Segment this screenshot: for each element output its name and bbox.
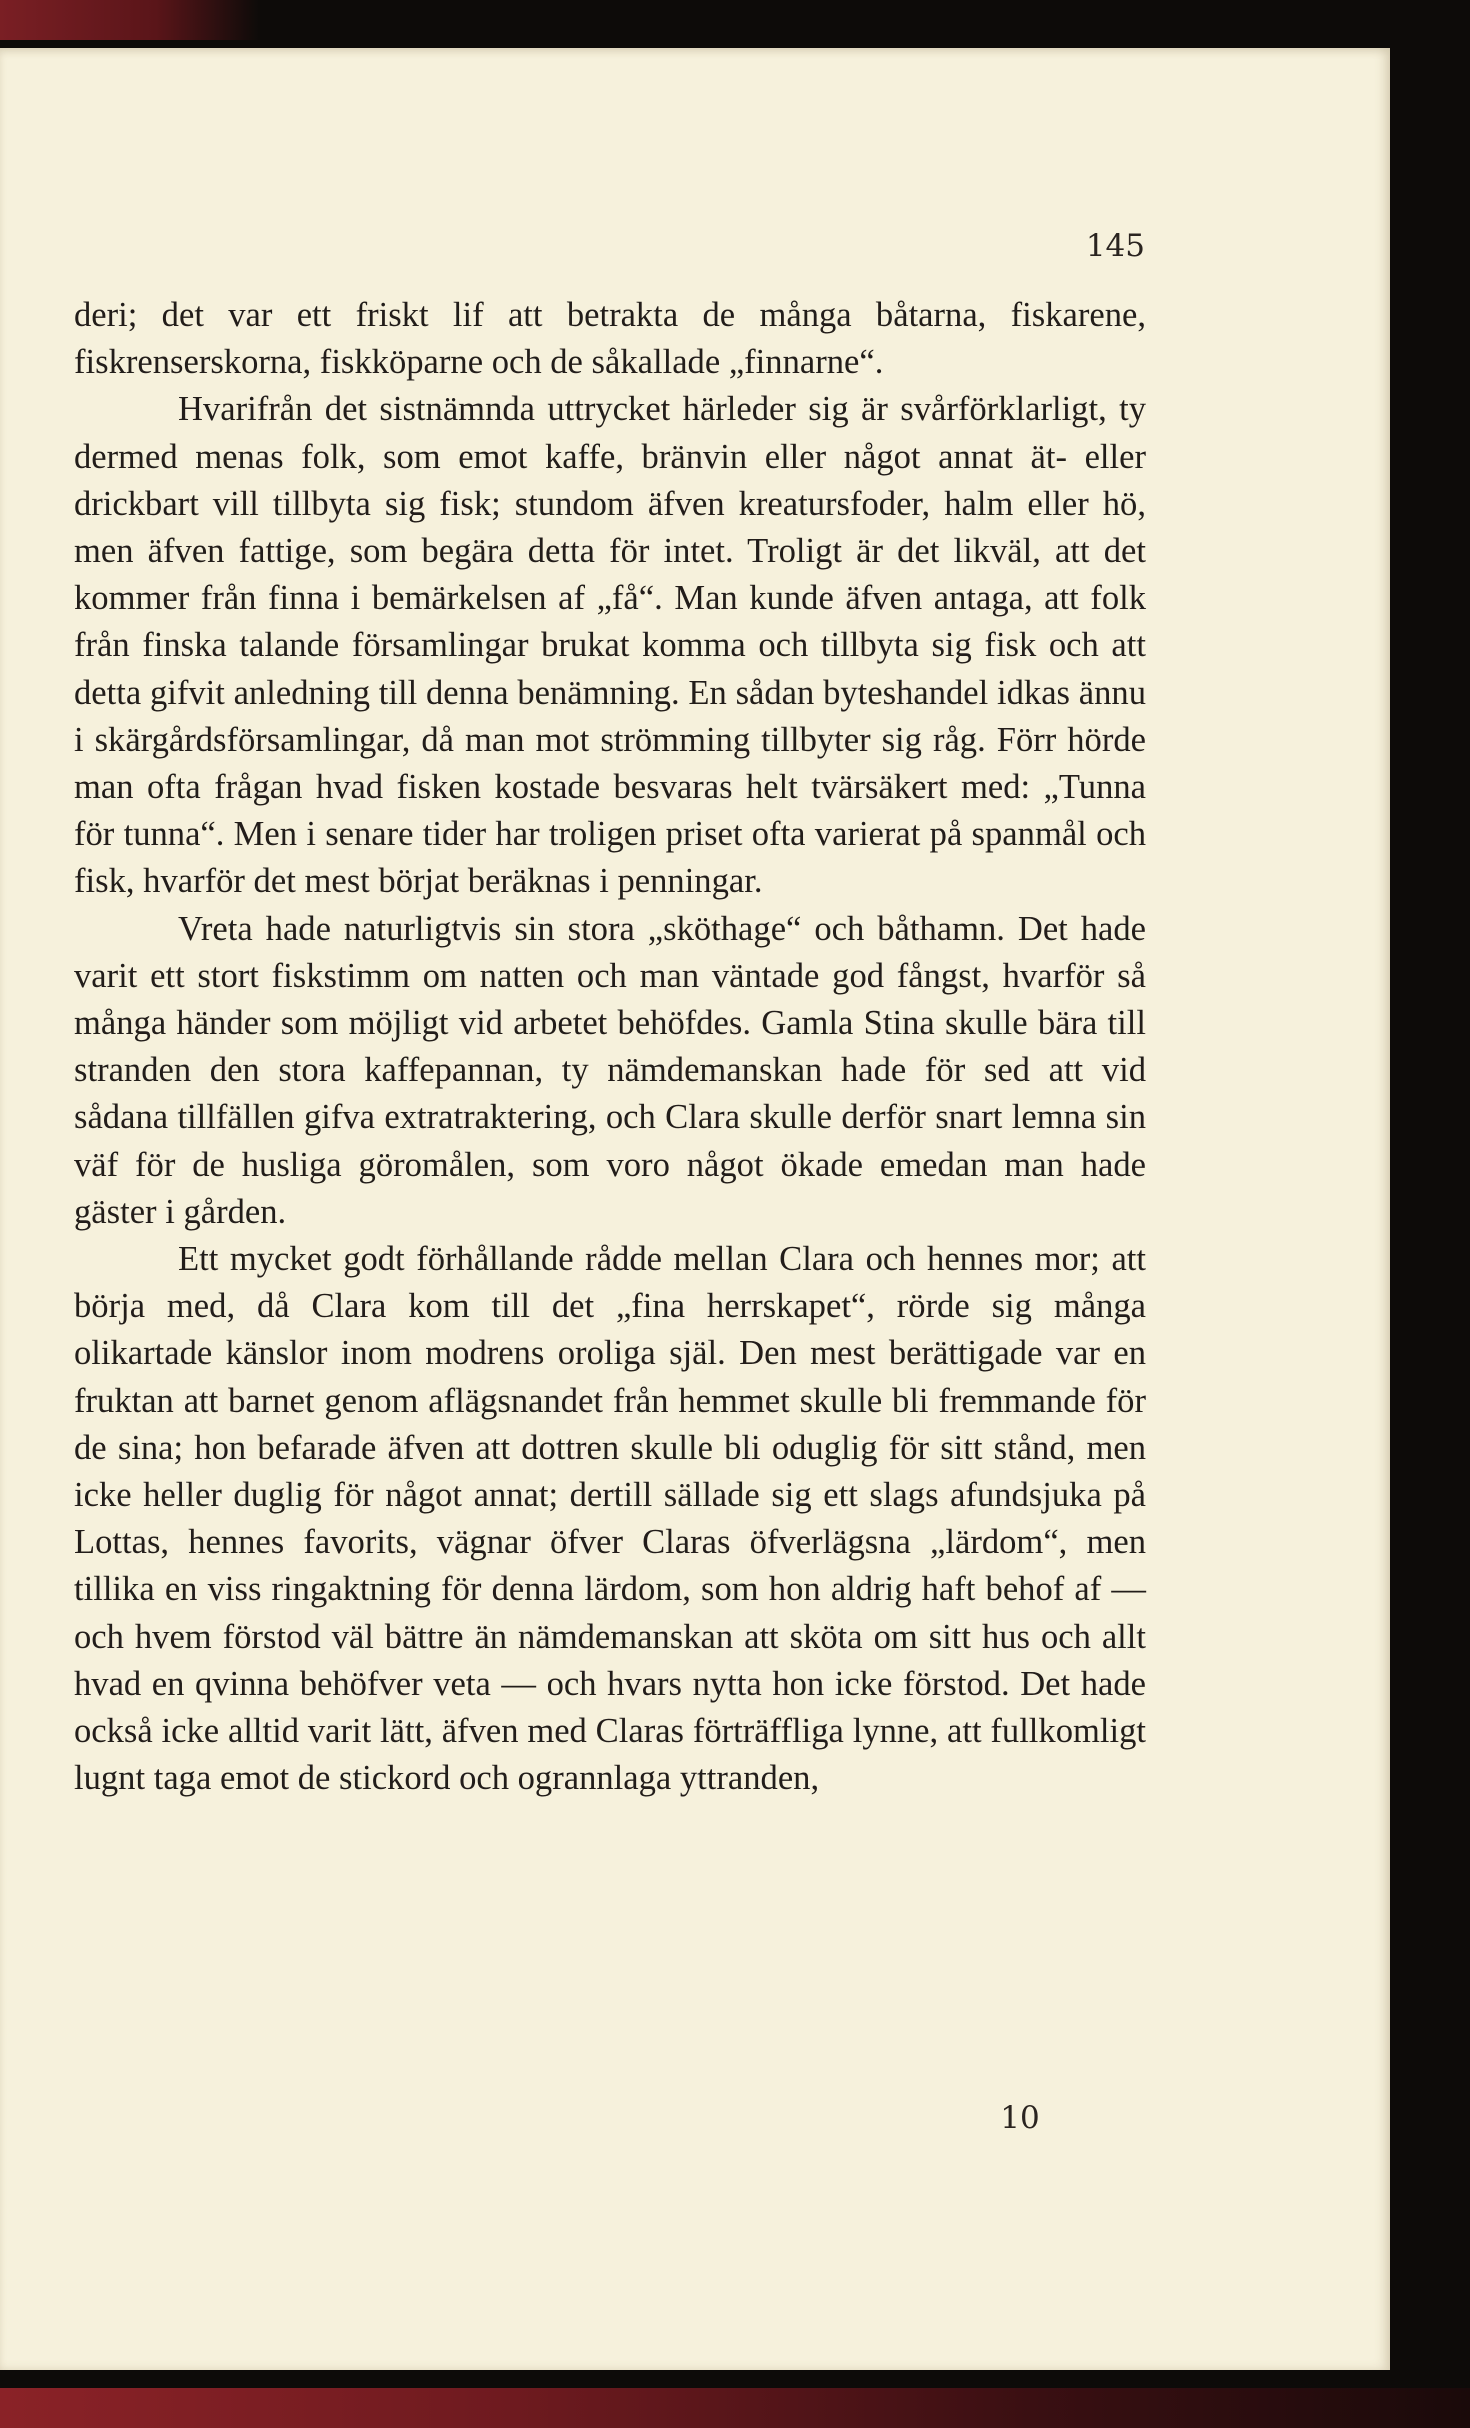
paragraph: Hvarifrån det sistnämnda uttrycket härleder sig är svårförklarligt, ty dermed menas folk, som emot kaffe, bränvin eller något annat ät- eller drickbart vill tillbyta sig fisk; stundom äfven kreatursfoder, halm eller hö, men äfven fattige, som begära detta för intet. Troligt är det likväl, att det kommer från finna i bemärkelsen af „få“. Man kunde äfven antaga, att folk från finska talande församlingar brukat komma och tillbyta sig fisk och att detta gifvit anledning till denna benämning. En sådan byteshandel idkas ännu i skärgårdsförsamlingar, då man mot strömming tillbyter sig råg. Förr hörde man ofta frågan hvad fisken kostade besvaras helt tvärsäkert med: „Tunna för tunna“. Men i senare tider har troligen priset ofta varierat på spanmål och fisk, hvarför det mest börjat beräknas i penningar.: [74, 390, 1146, 901]
paragraph: Ett mycket godt förhållande rådde mellan Clara och hennes mor; att börja med, då Clara kom till det „fina herrskapet“, rörde sig många olikartade känslor inom modrens oroliga själ. Den mest berättigade var en fruktan att barnet genom aflägsnandet från hemmet skulle bli fremmande för de sina; hon befarade äfven att dottren skulle bli oduglig för sitt stånd, men icke heller duglig för något annat; dertill sällade sig ett slags afundsjuka på Lottas, hennes favorits, vägnar öfver Claras öfverlägsna „lärdom“, men tillika en viss ringaktning för denna lärdom, som hon aldrig haft behof af — och hvem förstod väl bättre än nämdemanskan att sköta om sitt hus och allt hvad en qvinna behöfver veta — och hvars nytta hon icke förstod. Det hade också icke alltid varit lätt, äfven med Claras förträffliga lynne, att fullkomligt lugnt taga emot de stickord och ogrannlaga yttranden,: [74, 1240, 1146, 1798]
book-page: [0, 48, 1390, 2370]
page-number: 145: [1085, 228, 1145, 264]
cover-edge-bottom: [0, 2388, 1470, 2428]
paragraph: Vreta hade naturligtvis sin stora „sköthage“ och båthamn. Det hade varit ett stort fiskstimm om natten och man väntade god fångst, hvarför så många händer som möjligt vid arbetet behöfdes. Gamla Stina skulle bära till stranden den stora kaffepannan, ty nämdemanskan hade för sed att vid sådana tillfällen gifva extratraktering, och Clara skulle derför snart lemna sin väf för de husliga göromålen, som voro något ökade emedan man hade gäster i gården.: [74, 909, 1146, 1231]
paragraph-continuation: deri; det var ett friskt lif att betrakta de många båtarna, fiskarene, fiskrenserskorna, fiskköparne och de såkallade „finnarne“.: [74, 296, 1146, 382]
signature-mark: 10: [1000, 2100, 1040, 2136]
cover-edge-top: [0, 0, 260, 40]
body-text: [74, 292, 1146, 1803]
